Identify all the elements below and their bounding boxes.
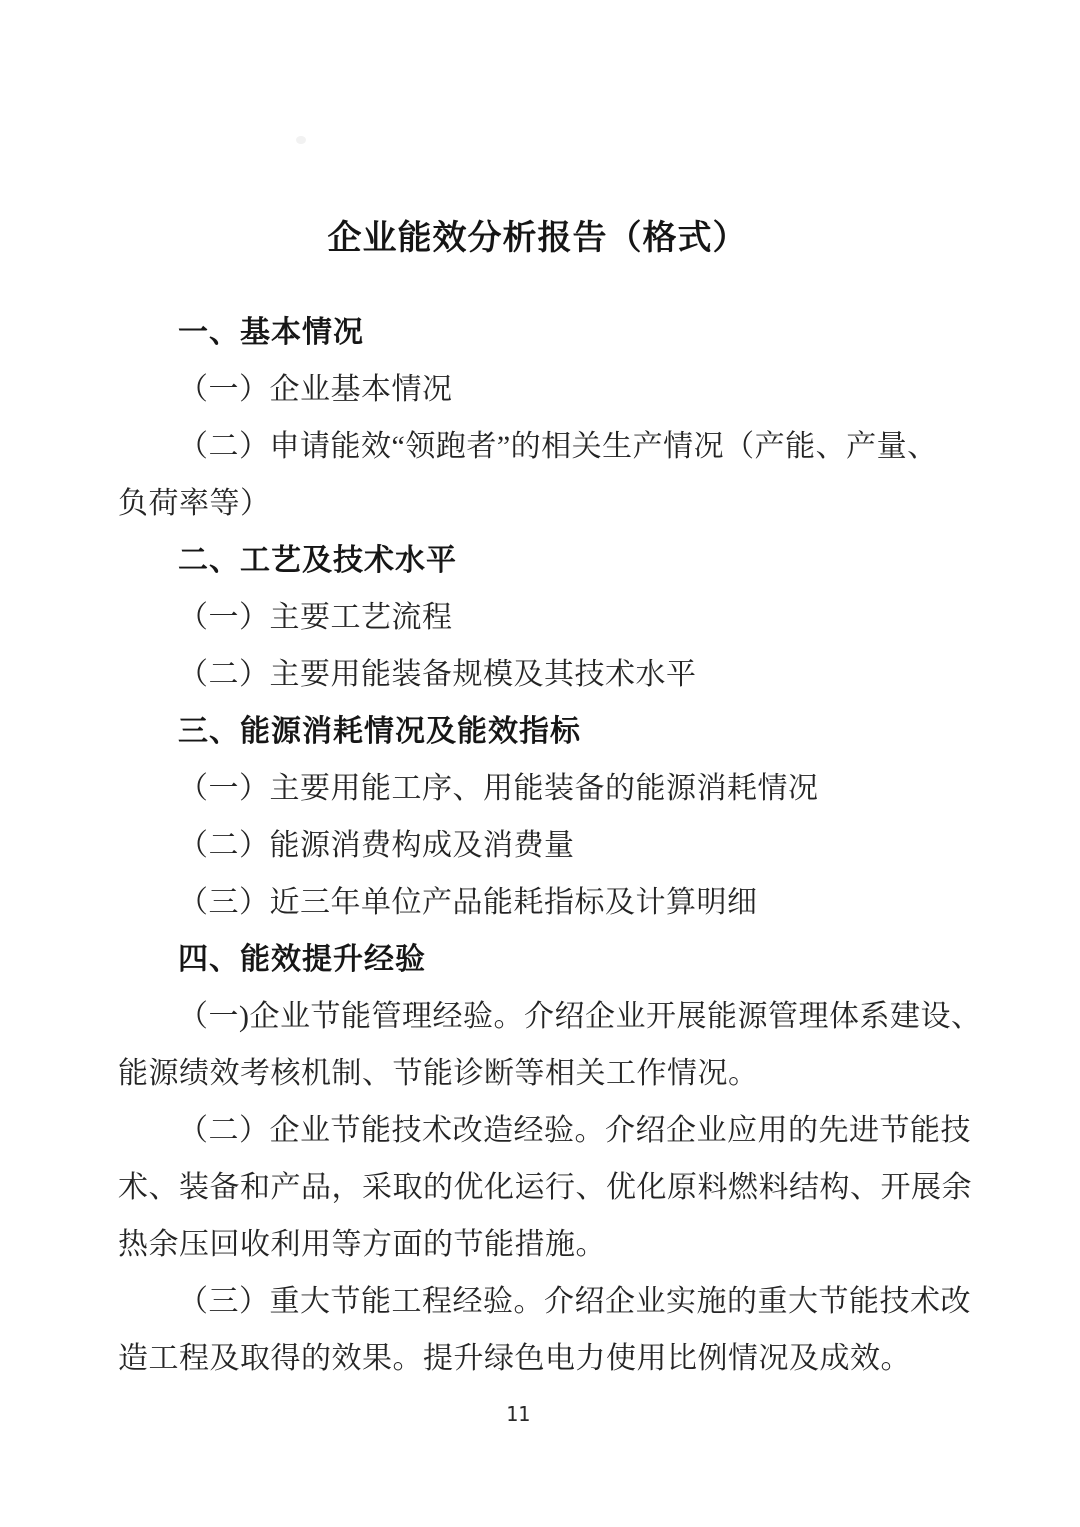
text-line-heading: 三、能源消耗情况及能效指标 <box>178 714 581 748</box>
text-line-body: 术、装备和产品，采取的优化运行、优化原料燃料结构、开展余 <box>118 1170 972 1204</box>
text-line-body: （三）重大节能工程经验。介绍企业实施的重大节能技术改 <box>178 1284 971 1318</box>
text-line-body: （二）能源消费构成及消费量 <box>178 828 575 862</box>
text-line-body: 负荷率等） <box>118 486 271 520</box>
page-number: 11 <box>505 1402 531 1426</box>
text-line-heading: 二、工艺及技术水平 <box>178 543 457 577</box>
text-line-body: （三）近三年单位产品能耗指标及计算明细 <box>178 885 758 919</box>
text-line-body: （二）主要用能装备规模及其技术水平 <box>178 657 697 691</box>
text-line-body: 能源绩效考核机制、节能诊断等相关工作情况。 <box>118 1056 759 1090</box>
text-line-body: （一)企业节能管理经验。介绍企业开展能源管理体系建设、 <box>178 999 982 1033</box>
text-line-body: 热余压回收利用等方面的节能措施。 <box>118 1227 606 1261</box>
text-line-body: 造工程及取得的效果。提升绿色电力使用比例情况及成效。 <box>118 1341 911 1375</box>
text-line-heading: 四、能效提升经验 <box>178 942 426 976</box>
text-line-heading: 一、基本情况 <box>178 315 364 349</box>
text-line-body: （二）申请能效“领跑者”的相关生产情况（产能、产量、 <box>178 429 938 463</box>
text-line-body: （一）主要用能工序、用能装备的能源消耗情况 <box>178 771 819 805</box>
scan-artifact <box>296 136 306 144</box>
text-line-body: （一）主要工艺流程 <box>178 600 453 634</box>
text-line-body: （二）企业节能技术改造经验。介绍企业应用的先进节能技 <box>178 1113 971 1147</box>
text-line-body: （一）企业基本情况 <box>178 372 453 406</box>
document-title: 企业能效分析报告（格式） <box>327 220 748 257</box>
document-lines <box>118 300 982 1383</box>
